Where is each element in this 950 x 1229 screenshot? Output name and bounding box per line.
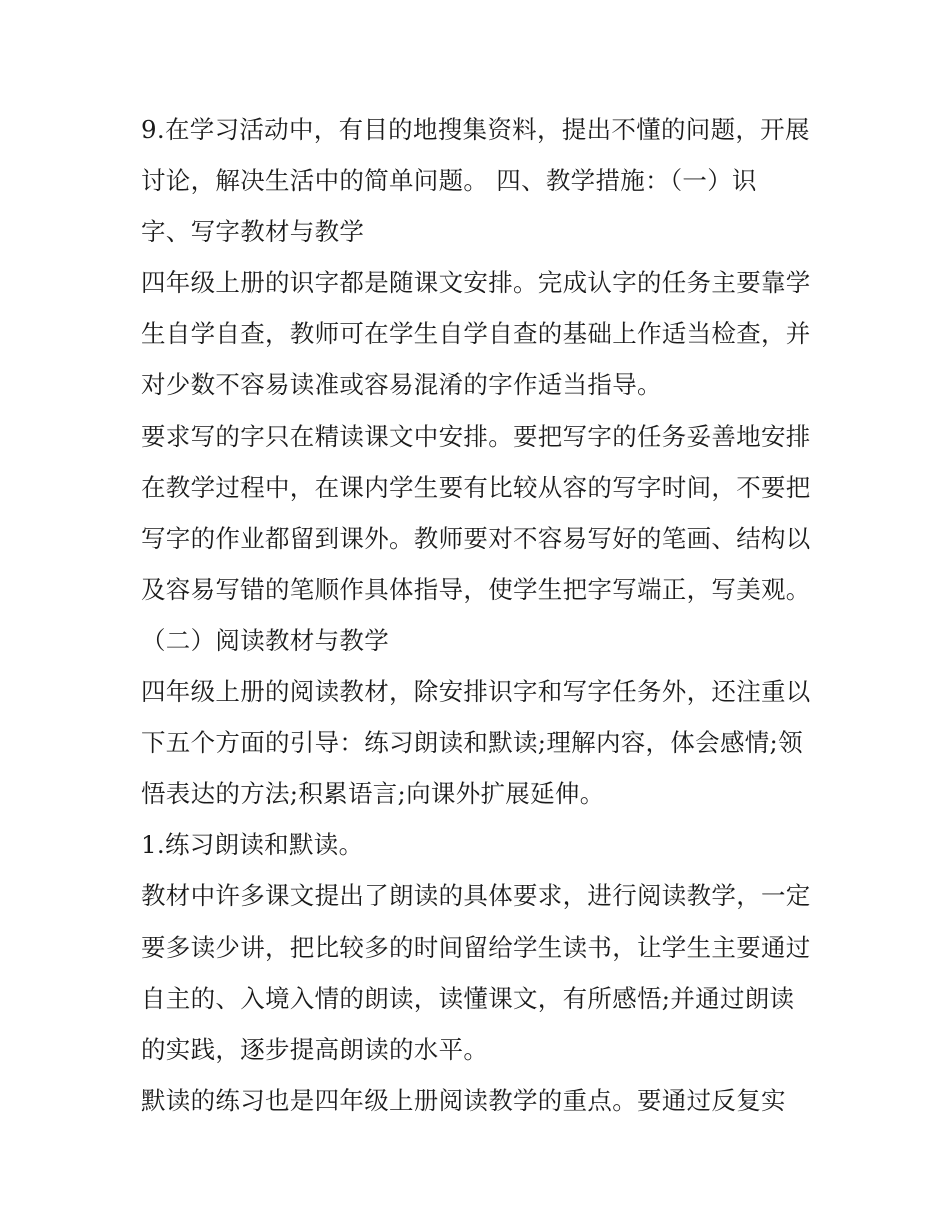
text-line: 默读的练习也是四年级上册阅读教学的重点。要通过反复实	[141, 1085, 786, 1115]
text-line: 在教学过程中，在课内学生要有比较从容的写字时间，不要把	[141, 472, 811, 502]
text-line: 生自学自查，教师可在学生自学自查的基础上作适当检查，并	[141, 319, 811, 349]
text-line: 自主的、入境入情的朗读，读懂课文，有所感悟;并通过朗读	[141, 983, 795, 1013]
text-line: 悟表达的方法;积累语言;向课外扩展延伸。	[141, 779, 605, 809]
section-heading: （二）阅读教材与教学	[141, 625, 389, 655]
text-line: 四年级上册的阅读教材，除安排识字和写字任务外，还注重以	[141, 677, 811, 707]
text-line: 要多读少讲，把比较多的时间留给学生读书，让学生主要通过	[141, 932, 811, 962]
document-body	[141, 104, 816, 1126]
text-line: 教材中许多课文提出了朗读的具体要求，进行阅读教学，一定	[141, 881, 811, 911]
text-line: 写字的作业都留到课外。教师要对不容易写好的笔画、结构以	[141, 523, 811, 553]
subsection-heading: 1.练习朗读和默读。	[141, 830, 364, 860]
text-line: 字、写字教材与教学	[141, 217, 365, 247]
text-line: 9.在学习活动中，有目的地搜集资料，提出不懂的问题，开展	[141, 115, 810, 144]
text-line: 及容易写错的笔顺作具体指导，使学生把字写端正，写美观。	[141, 574, 811, 604]
text-line: 讨论，解决生活中的简单问题。 四、教学措施：（一）识	[141, 166, 757, 196]
text-line: 下五个方面的引导：练习朗读和默读;理解内容，体会感情;领	[141, 728, 803, 758]
text-line: 对少数不容易读准或容易混淆的字作适当指导。	[141, 370, 662, 400]
text-line: 要求写的字只在精读课文中安排。要把写字的任务妥善地安排	[141, 421, 811, 451]
text-line: 四年级上册的识字都是随课文安排。完成认字的任务主要靠学	[141, 268, 811, 298]
text-line: 的实践，逐步提高朗读的水平。	[141, 1034, 489, 1064]
